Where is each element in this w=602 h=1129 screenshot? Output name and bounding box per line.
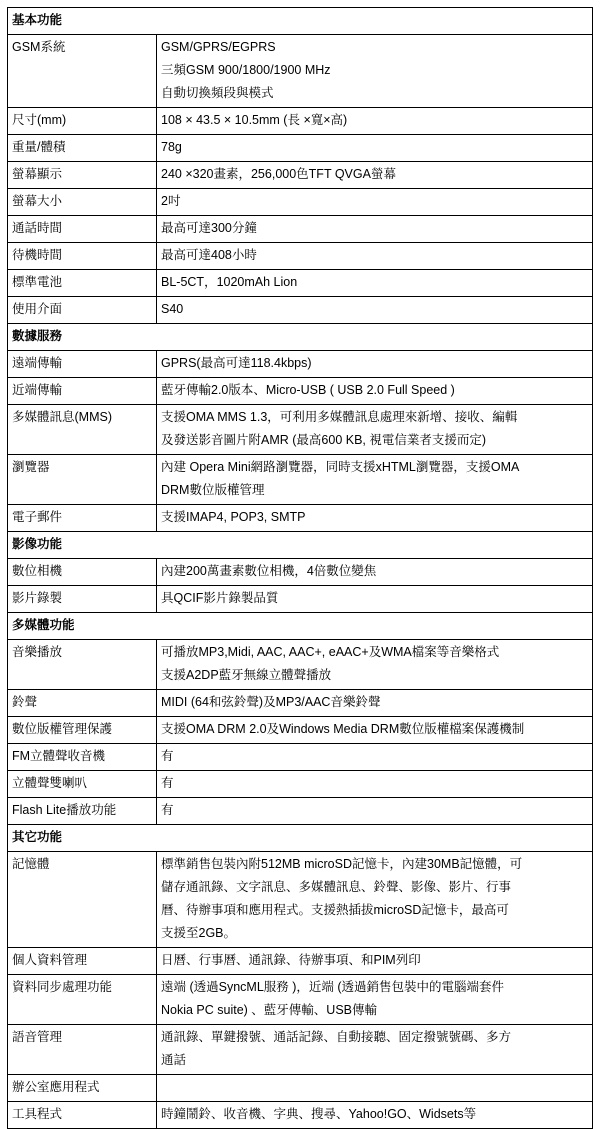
spec-value-line: 具QCIF影片錄製品質 (161, 591, 279, 605)
spec-value-line: S40 (161, 302, 184, 316)
spec-value-line: MIDI (64和弦鈴聲)及MP3/AAC音樂鈴聲 (161, 695, 381, 709)
spec-label: 辦公室應用程式 (8, 1075, 157, 1102)
spec-label: 螢幕顯示 (8, 162, 157, 189)
spec-value-line: 支援至2GB。 (161, 926, 237, 940)
spec-label: 瀏覽器 (8, 455, 157, 505)
spec-value (157, 189, 593, 216)
spec-value (157, 351, 593, 378)
spec-value-line: DRM數位版權管理 (161, 483, 265, 497)
spec-label: Flash Lite播放功能 (8, 798, 157, 825)
spec-value (157, 771, 593, 798)
spec-value-line: 最高可達300分鐘 (161, 221, 257, 235)
spec-label: 記憶體 (8, 852, 157, 948)
spec-label: 使用介面 (8, 297, 157, 324)
spec-table-body (8, 8, 593, 1129)
spec-label: 近端傳輸 (8, 378, 157, 405)
phone-specification-table (7, 7, 593, 1129)
spec-label: 音樂播放 (8, 640, 157, 690)
section-header-row (8, 825, 593, 852)
table-row (8, 135, 593, 162)
spec-label: FM立體聲收音機 (8, 744, 157, 771)
table-row (8, 505, 593, 532)
spec-label: 數位相機 (8, 559, 157, 586)
section-header-other: 其它功能 (8, 825, 593, 852)
spec-value (157, 586, 593, 613)
spec-label: 工具程式 (8, 1102, 157, 1129)
spec-value (157, 948, 593, 975)
table-row (8, 35, 593, 108)
section-header-multimedia: 多媒體功能 (8, 613, 593, 640)
spec-value (157, 378, 593, 405)
spec-value (157, 405, 593, 455)
spec-value-line: 支援OMA DRM 2.0及Windows Media DRM數位版權檔案保護機制 (161, 722, 525, 736)
spec-value (157, 975, 593, 1025)
spec-value (157, 505, 593, 532)
spec-value-line: 2吋 (161, 194, 181, 208)
spec-value (157, 455, 593, 505)
section-header-row (8, 613, 593, 640)
spec-value (157, 744, 593, 771)
spec-label: GSM系統 (8, 35, 157, 108)
spec-value (157, 1025, 593, 1075)
table-row (8, 1075, 593, 1102)
spec-value-line: 可播放MP3,Midi, AAC, AAC+, eAAC+及WMA檔案等音樂格式 (161, 645, 500, 659)
table-row (8, 405, 593, 455)
spec-label: 標準電池 (8, 270, 157, 297)
table-row (8, 690, 593, 717)
spec-value-line: 最高可達408小時 (161, 248, 257, 262)
spec-label: 螢幕大小 (8, 189, 157, 216)
spec-value-line: 支援IMAP4, POP3, SMTP (161, 510, 306, 524)
table-row (8, 162, 593, 189)
spec-label: 語音管理 (8, 1025, 157, 1075)
spec-value-line: 三頻GSM 900/1800/1900 MHz (161, 63, 331, 77)
spec-value (157, 640, 593, 690)
spec-value-line (161, 1076, 589, 1099)
spec-label: 數位版權管理保護 (8, 717, 157, 744)
spec-value (157, 243, 593, 270)
spec-value-line: 標準銷售包裝內附512MB microSD記憶卡，內建30MB記憶體，可 (161, 857, 523, 871)
table-row (8, 744, 593, 771)
table-row (8, 297, 593, 324)
spec-label: 電子郵件 (8, 505, 157, 532)
spec-label: 尺寸(mm) (8, 108, 157, 135)
spec-value-line: 及發送影音圖片附AMR (最高600 KB, 視電信業者支援而定) (161, 433, 487, 447)
table-row (8, 975, 593, 1025)
spec-value-line: 儲存通訊錄、文字訊息、多媒體訊息、鈴聲、影像、影片、行事 (161, 880, 512, 894)
section-header-imaging: 影像功能 (8, 532, 593, 559)
spec-value-line: 藍牙傳輸2.0版本、Micro-USB ( USB 2.0 Full Speed ) (161, 383, 455, 397)
table-row (8, 798, 593, 825)
spec-value-line: Nokia PC suite) 、藍牙傳輸、USB傳輸 (161, 1003, 378, 1017)
spec-value-line: 支援OMA MMS 1.3，可利用多媒體訊息處理來新增、接收、編輯 (161, 410, 518, 424)
spec-value (157, 108, 593, 135)
spec-label: 遠端傳輸 (8, 351, 157, 378)
table-row (8, 270, 593, 297)
table-row (8, 640, 593, 690)
spec-value-line: 支援A2DP藍牙無線立體聲播放 (161, 668, 332, 682)
spec-value-line: 78g (161, 140, 182, 154)
spec-value-line: 有 (161, 776, 174, 790)
spec-value (157, 162, 593, 189)
table-row (8, 1102, 593, 1129)
table-row (8, 189, 593, 216)
spec-value-line: 日曆、行事曆、通訊錄、待辦事項、和PIM列印 (161, 953, 421, 967)
table-row (8, 1025, 593, 1075)
spec-value (157, 216, 593, 243)
spec-value (157, 852, 593, 948)
spec-value (157, 297, 593, 324)
spec-value (157, 1102, 593, 1129)
spec-value-line: GPRS(最高可達118.4kbps) (161, 356, 312, 370)
spec-value (157, 559, 593, 586)
spec-value (157, 270, 593, 297)
spec-label: 立體聲雙喇叭 (8, 771, 157, 798)
spec-value-line: 內建 Opera Mini網路瀏覽器，同時支援xHTML瀏覽器，支援OMA (161, 460, 520, 474)
spec-value (157, 690, 593, 717)
spec-label: 待機時間 (8, 243, 157, 270)
spec-value-line: 遠端 (透過SyncML服務 )，近端 (透過銷售包裝中的電腦端套件 (161, 980, 505, 994)
table-row (8, 216, 593, 243)
spec-value (157, 135, 593, 162)
table-row (8, 559, 593, 586)
section-header-row (8, 324, 593, 351)
table-row (8, 771, 593, 798)
spec-value-line: 通話 (161, 1053, 187, 1067)
spec-label: 重量/體積 (8, 135, 157, 162)
spec-value-line: 有 (161, 803, 174, 817)
table-row (8, 108, 593, 135)
spec-label: 多媒體訊息(MMS) (8, 405, 157, 455)
spec-value-line: 有 (161, 749, 174, 763)
spec-value-line: 曆、待辦事項和應用程式。支援熱插拔microSD記憶卡，最高可 (161, 903, 509, 917)
spec-label: 資料同步處理功能 (8, 975, 157, 1025)
spec-value-line: 自動切換頻段與模式 (161, 86, 274, 100)
spec-value-line: BL-5CT，1020mAh Lion (161, 275, 298, 289)
section-header-row (8, 532, 593, 559)
spec-value (157, 35, 593, 108)
table-row (8, 243, 593, 270)
section-header-basic: 基本功能 (8, 8, 593, 35)
spec-value (157, 798, 593, 825)
table-row (8, 455, 593, 505)
spec-label: 個人資料管理 (8, 948, 157, 975)
table-row (8, 378, 593, 405)
spec-label: 影片錄製 (8, 586, 157, 613)
section-header-data-service: 數據服務 (8, 324, 593, 351)
spec-label: 鈴聲 (8, 690, 157, 717)
spec-value (157, 1075, 593, 1102)
table-row (8, 586, 593, 613)
spec-label: 通話時間 (8, 216, 157, 243)
spec-value-line: 108 × 43.5 × 10.5mm (長 ×寬×高) (161, 113, 348, 127)
section-header-row (8, 8, 593, 35)
spec-value-line: 通訊錄、單鍵撥號、通話記錄、自動接聽、固定撥號號碼、多方 (161, 1030, 512, 1044)
spec-value-line: 時鐘鬧鈴、收音機、字典、搜尋、Yahoo!GO、Widsets等 (161, 1107, 477, 1121)
spec-value (157, 717, 593, 744)
table-row (8, 852, 593, 948)
table-row (8, 948, 593, 975)
table-row (8, 717, 593, 744)
spec-value-line: GSM/GPRS/EGPRS (161, 40, 276, 54)
spec-value-line: 內建200萬畫素數位相機，4倍數位變焦 (161, 564, 377, 578)
table-row (8, 351, 593, 378)
spec-value-line: 240 ×320畫素，256,000色TFT QVGA螢幕 (161, 167, 396, 181)
